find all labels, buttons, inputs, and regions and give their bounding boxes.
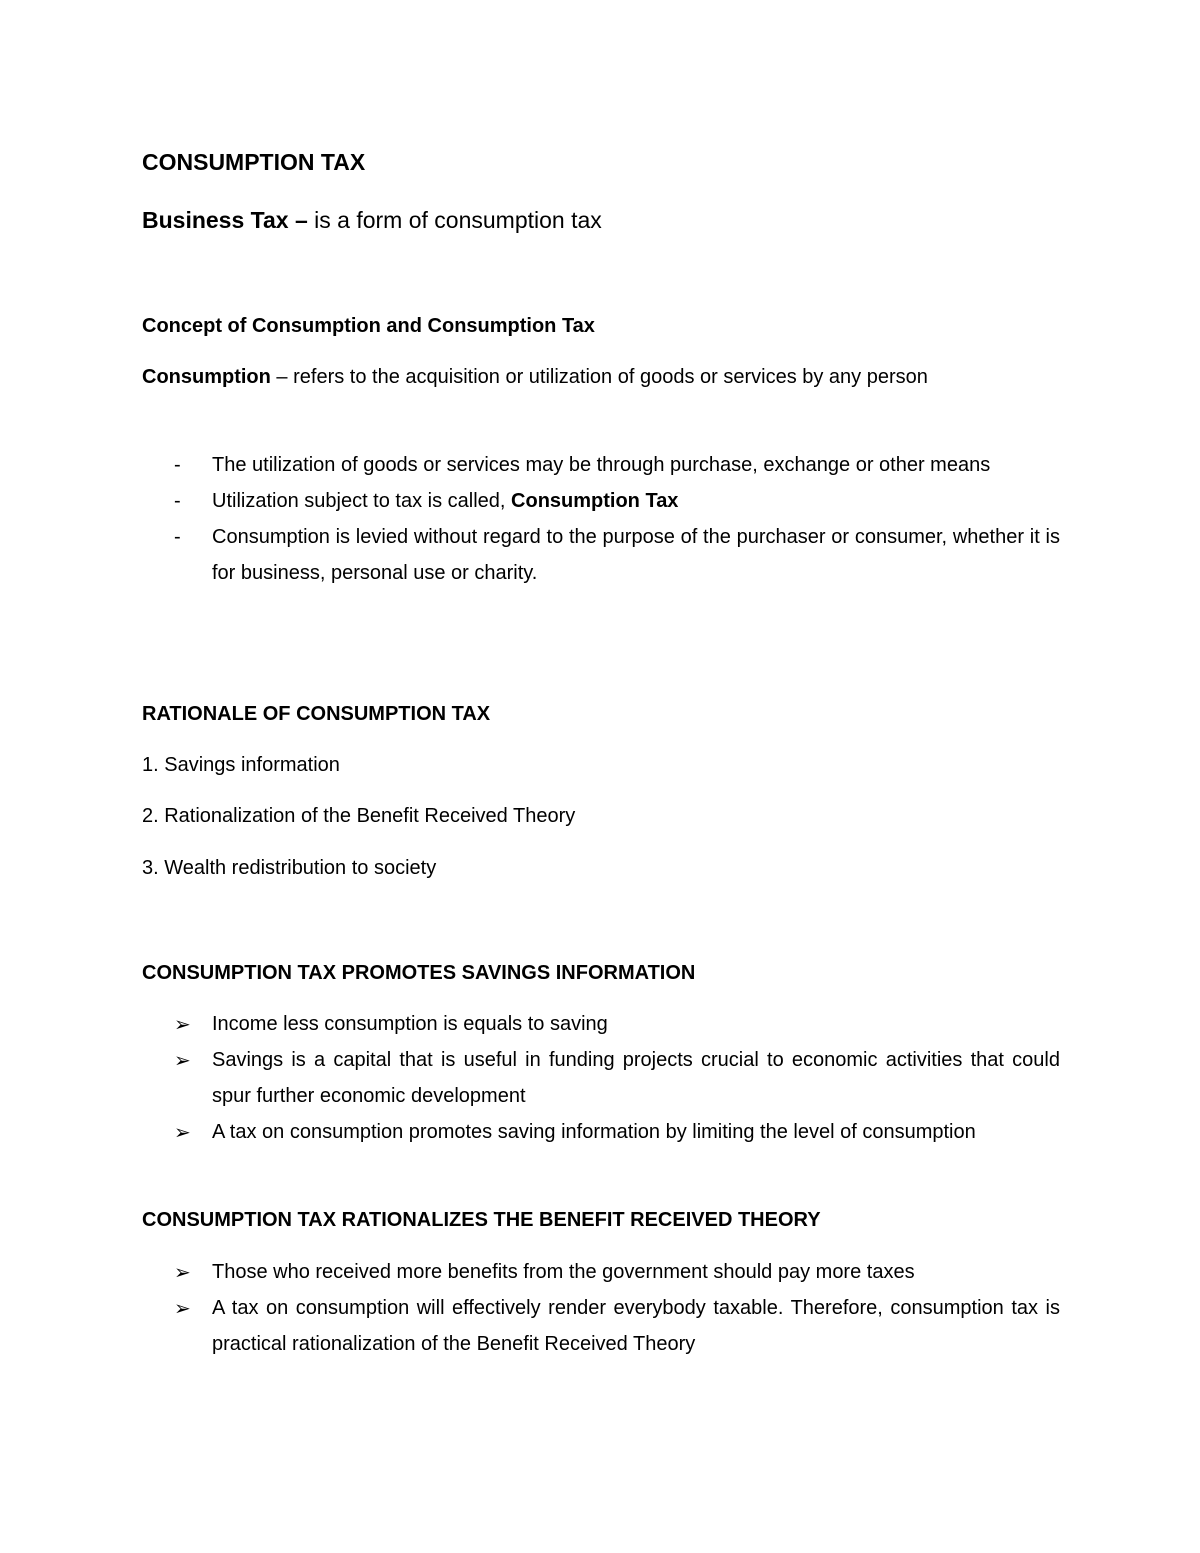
rationale-heading: RATIONALE OF CONSUMPTION TAX — [142, 703, 491, 725]
dash-marker: - — [174, 526, 181, 548]
bullet-text: Income less consumption is equals to saving — [212, 1013, 608, 1035]
list-item — [142, 1114, 1060, 1150]
intro-line — [142, 200, 1060, 240]
consumption-definition — [142, 359, 1060, 395]
definition-term: Consumption — [142, 366, 271, 388]
arrow-bullet-icon: ➢ — [174, 1296, 191, 1320]
arrow-bullet-icon: ➢ — [174, 1012, 191, 1036]
bullet-text: The utilization of goods or services may be through purchase, exchange or other means — [212, 454, 991, 476]
concept-bullet-list — [142, 447, 1060, 591]
list-item — [142, 519, 1060, 591]
dash-marker: - — [174, 454, 181, 476]
bullet-text: A tax on consumption promotes saving information by limiting the level of consumption — [212, 1121, 976, 1143]
rationale-item-3: 3. Wealth redistribution to society — [142, 857, 437, 879]
arrow-bullet-icon: ➢ — [174, 1048, 191, 1072]
bullet-text: Consumption is levied without regard to the purpose of the purchaser or consumer, whether it is for business, personal use or charity. — [212, 526, 1060, 584]
list-item — [142, 447, 1060, 483]
bullet-text: Utilization subject to tax is called, — [212, 490, 512, 512]
intro-term: Business Tax – — [142, 207, 308, 233]
concept-heading: Concept of Consumption and Consumption Tax — [142, 315, 595, 337]
definition-text: – refers to the acquisition or utilization of goods or services by any person — [270, 366, 928, 388]
list-item — [142, 483, 1060, 519]
list-item — [142, 1006, 1060, 1042]
page-title: CONSUMPTION TAX — [142, 149, 366, 175]
bullet-text: A tax on consumption will effectively render everybody taxable. Therefore, consumption tax is practical rationalization of the Benefit Received Theory — [212, 1297, 1060, 1355]
rationale-item-2: 2. Rationalization of the Benefit Received Theory — [142, 805, 576, 827]
savings-bullet-list — [142, 1006, 1060, 1150]
benefit-heading: CONSUMPTION TAX RATIONALIZES THE BENEFIT RECEIVED THEORY — [142, 1209, 821, 1231]
list-item — [142, 1254, 1060, 1290]
dash-marker: - — [174, 490, 181, 512]
savings-heading: CONSUMPTION TAX PROMOTES SAVINGS INFORMATION — [142, 962, 696, 984]
list-item — [142, 1290, 1060, 1362]
bullet-text: Savings is a capital that is useful in funding projects crucial to economic activities that could spur further economic development — [212, 1049, 1060, 1107]
intro-rest: is a form of consumption tax — [307, 207, 602, 233]
bullet-bold-text: Consumption Tax — [511, 490, 679, 512]
arrow-bullet-icon: ➢ — [174, 1260, 191, 1284]
list-item — [142, 1042, 1060, 1114]
arrow-bullet-icon: ➢ — [174, 1120, 191, 1144]
benefit-bullet-list — [142, 1254, 1060, 1362]
bullet-text: Those who received more benefits from the government should pay more taxes — [212, 1261, 915, 1283]
rationale-item-1: 1. Savings information — [142, 754, 340, 776]
